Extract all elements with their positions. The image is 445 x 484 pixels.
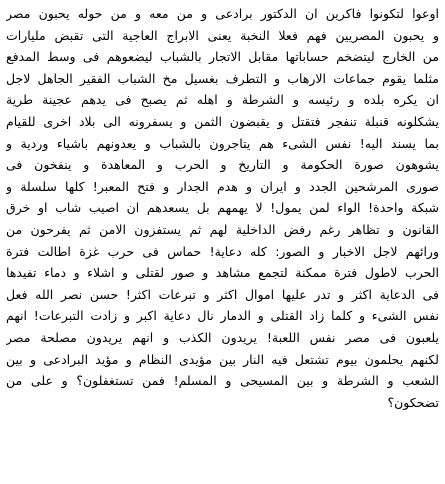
text-line: ورائهم لاجل الاخبار و الصور: كله دعاية! حماس فى حرب غزة اطالت فترة — [6, 243, 439, 259]
text-line: لكنهم يحلمون بيوم تشتعل فيه النار بين مؤيدى النظام و مؤيد البرادعى و بين — [6, 351, 439, 367]
text-line: فى الدعاية اكثر و تدر عليها اموال اكثر و تبرعات اكثر! حسن نصر الله فعل — [6, 286, 439, 302]
text-line: و يحبون المصريين فهم فعلا النخبة يعنى الابراج العاجية التى تقبض مليارات — [6, 27, 439, 43]
text-line: يشكلونه قنبلة تنفجر فتقتل و يقبضون الثمن و يسفرونه الى بلاد اخرى للقيام — [6, 113, 439, 129]
text-line: بما يسند اليه! نفس الشىء هم يتاجرون بالشباب و يعدونهم باشياء وردية و — [6, 135, 439, 151]
text-line: يلعبون فى مصر نفس اللعبة! يريدون الكذب و انهم يريدون مصلحة مصر — [6, 329, 439, 345]
text-line: الشعب و الشرطة و بين المسيحى و المسلم! فمن تستغفلون؟ و على من — [6, 373, 439, 389]
text-line: نفس الشىء و كلما زاد القتلى و الدمار نال دعاية اكبر و زادت التبرعات! انهم — [6, 308, 439, 324]
text-line: يشوهون صورة الحكومة و التاريخ و الحرب و المعاهدة و ينفخون فى — [6, 157, 439, 173]
text-line: ان يكره بلده و رئيسه و الشرطة و اهله ثم يصبح فى يدهم عجينة طرية — [6, 92, 439, 108]
text-line: من الخارج ليتضخم حساباتها مقابل الاتجار بالشباب ليضعوهم فى وسط المدفع — [6, 49, 439, 65]
text-line: اوعوا لتكونوا فاكرين ان الدكتور برادعى و من معه و من حوله يحبون مصر — [6, 6, 439, 21]
text-line: صورى المرشحين الجدد و ايران و هدم الجدار و فتح المعبر! كلها سلسلة و — [6, 178, 439, 194]
text-line: تضحكون؟ — [387, 394, 439, 410]
text-line: الحرب لاطول فترة ممكنة لتجمع مشاهد و صور لقتلى و اشلاء و دماء تفيدها — [6, 265, 439, 281]
text-line: القانون و تظاهر رغم رفض الداخلية لهم ثم يستفزون الامن ثم يفرحون من — [6, 221, 439, 237]
text-line: شبكة واحدة! الواء لمن يمول! لا يهمهم بل يسعدهم ان اصيب شاب او خرق — [6, 200, 439, 216]
text-line: مثلما يقوم جماعات الارهاب و التطرف بغسيل مخ الشباب الفقير الجاهل لاجل — [6, 70, 439, 86]
article-text — [6, 3, 439, 413]
